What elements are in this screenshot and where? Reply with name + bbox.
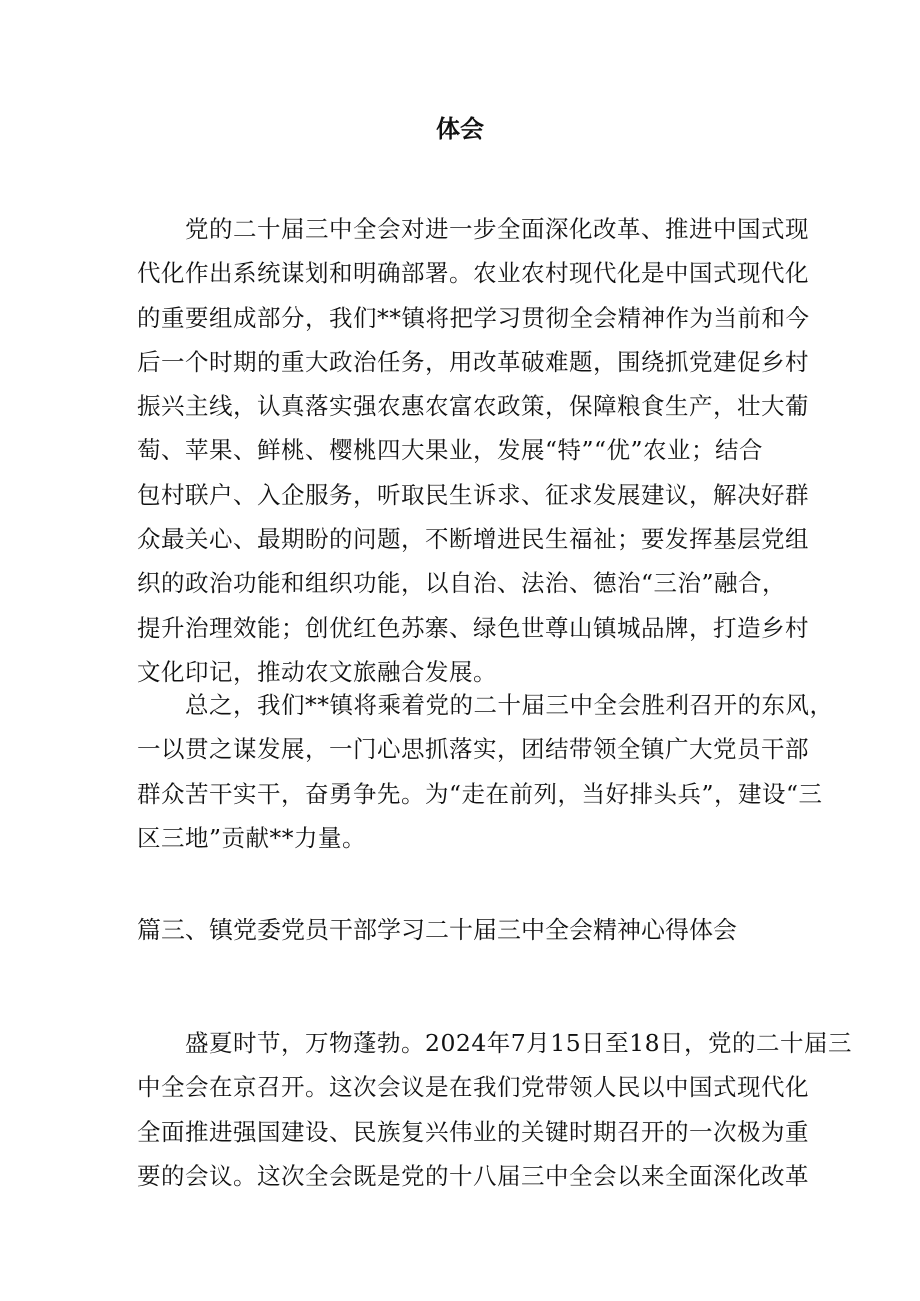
paragraph-line: 中全会在京召开。这次会议是在我们党带领人民以中国式现代化	[137, 1073, 809, 1102]
paragraph-line: 区三地”贡献**力量。	[137, 823, 367, 852]
paragraph-line: 总之，我们**镇将乘着党的二十届三中全会胜利召开的东风，	[137, 691, 834, 719]
paragraph-1	[137, 207, 810, 694]
paragraph-3	[137, 1021, 853, 1198]
paragraph-2	[137, 683, 834, 860]
paragraph-line: 萄、苹果、鲜桃、樱桃四大果业，发展“特”“优”农业；结合	[137, 436, 764, 465]
paragraph-line: 织的政治功能和组织功能，以自治、法治、德治“三治”融合，	[137, 569, 787, 598]
paragraph-line: 要的会议。这次全会既是党的十八届三中全会以来全面深化改革	[137, 1161, 809, 1190]
paragraph-line: 振兴主线，认真落实强农惠农富农政策，保障粮食生产，壮大葡	[137, 392, 809, 421]
paragraph-line: 文化印记，推动农文旅融合发展。	[137, 657, 497, 686]
paragraph-line: 群众苦干实干，奋勇争先。为“走在前列，当好排头兵”，建设“三	[137, 779, 823, 808]
paragraph-line: 党的二十届三中全会对进一步全面深化改革、推进中国式现	[137, 215, 809, 243]
section-heading: 篇三、镇党委党员干部学习二十届三中全会精神心得体会	[137, 916, 737, 944]
paragraph-line: 的重要组成部分，我们**镇将把学习贯彻全会精神作为当前和今	[137, 303, 810, 332]
document-title: 体会	[436, 115, 484, 143]
paragraph-line: 代化作出系统谋划和明确部署。农业农村现代化是中国式现代化	[137, 259, 809, 288]
paragraph-line: 众最关心、最期盼的问题，不断增进民生福祉；要发挥基层党组	[137, 525, 809, 554]
paragraph-line: 提升治理效能；创优红色苏寨、绿色世尊山镇城品牌，打造乡村	[137, 613, 809, 642]
paragraph-line: 后一个时期的重大政治任务，用改革破难题，围绕抓党建促乡村	[137, 347, 809, 376]
paragraph-line: 一以贯之谋发展，一门心思抓落实，团结带领全镇广大党员干部	[137, 735, 809, 764]
paragraph-line: 包村联户、入企服务，听取民生诉求、征求发展建议，解决好群	[137, 480, 809, 509]
paragraph-line: 盛夏时节，万物蓬勃。2024年7月15日至18日，党的二十届三	[137, 1029, 853, 1057]
paragraph-line: 全面推进强国建设、民族复兴伟业的关键时期召开的一次极为重	[137, 1117, 809, 1146]
